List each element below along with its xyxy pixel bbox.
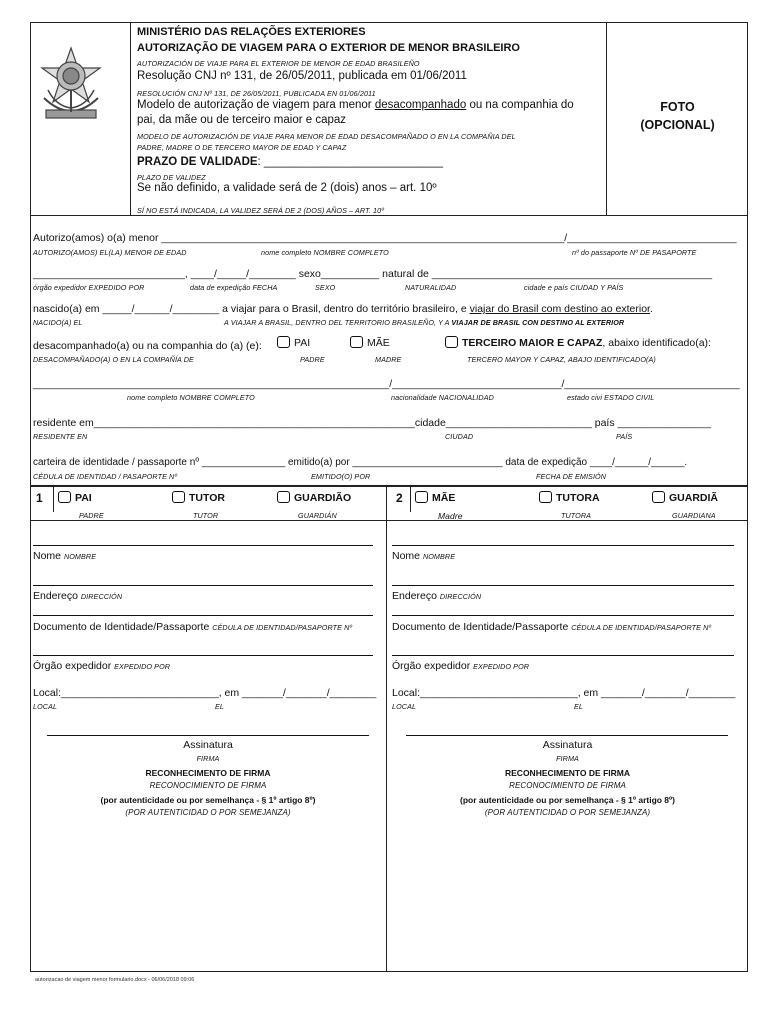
document-footer: autorizacao de viagem menor formulario.docx - 06/06/2018 09:06 [35,977,195,983]
parent-1-guardian-label: GUARDIÁN [298,511,337,520]
born-label-es: NACIDO(A) EL [33,318,83,327]
minor-label-es: AUTORIZO(AMOS) EL(LA) MENOR DE EDAD [33,248,187,257]
num2-box [410,486,411,512]
parent-1-name-line[interactable] [33,545,373,546]
companion-label-es: DESACOMPAÑADO(A) O EN LA COMPAÑÍA DE [33,355,194,364]
parent-1-document-label: Documento de Identidade/Passaporte CÉDULA DE IDENTIDAD/PASAPORTE Nº [33,621,353,633]
parent-1-authenticity-note: (por autenticidade ou por semelhança - § 1º artigo 8º) [100,795,316,805]
parent-1-address-line[interactable] [33,585,373,586]
issuer-sex-birthplace-field[interactable]: __________________________, ____/_____/________ sexo__________ natural de ________________________________________________ [33,268,713,280]
validity-es: PLAZO DE VALIDEZ [137,173,206,182]
model-es-2: PADRE, MADRE O DE TERCERO MAYOR DE EDAD Y CAPAZ [137,143,347,152]
resolution-text-es: RESOLUCIÓN CNJ Nº 131, DE 26/05/2011, PUBLICADA EN 01/06/2011 [137,89,376,98]
ministry-title: MINISTÉRIO DAS RELAÇÕES EXTERIORES [137,26,366,38]
parent-2-mae-checkbox[interactable] [415,491,428,503]
country-label-es: PAÍS [616,432,633,441]
travel-label-es: A VIAJAR A BRASIL, DENTRO DEL TERRITORIO BRASILEÑO, Y A VIAJAR DE BRASIL CON DESTINO AL EXTERIOR [224,318,625,327]
num1-box [53,486,54,512]
parent-1-authenticity-es: (POR AUTENTICIDAD O POR SEMEJANZA) [125,808,291,817]
photo-label: FOTO [660,100,695,114]
crest-divider [130,22,131,215]
parent-2-document-line[interactable] [392,615,734,616]
column-divider [386,486,387,972]
parent-2-address-line[interactable] [392,585,734,586]
parent-2-recognition-title: RECONHECIMENTO DE FIRMA [505,768,630,778]
parent-2-guardiana-label: GUARDIANA [672,511,716,520]
parent-1-local-label: LOCAL [33,702,58,711]
parent-1-signature-line[interactable] [47,735,369,736]
validity-default-es: SÍ NO ESTÁ INDICADA, LA VALIDEZ SERÁ DE 2 (DOS) AÑOS – ART. 10º [137,206,384,215]
parent-1-tutor-checkbox[interactable] [172,491,185,503]
issue-date-label: data de expedição FECHA [190,283,278,292]
nationality-label: nacionalidade NACIONALIDAD [391,393,494,402]
city-country-label: cidade e país CIUDAD Y PAÍS [524,283,624,292]
madre-label: MADRE [375,355,402,364]
parent-1-issuer-line[interactable] [33,655,373,656]
parent-2-guardia-option[interactable]: GUARDIÃ [652,491,718,504]
parent-2-name-line[interactable] [392,545,734,546]
mae-checkbox[interactable] [350,336,363,348]
parent-2-recognition-es: RECONOCIMIENTO DE FIRMA [509,781,626,790]
parent-1-el-label: EL [215,702,224,711]
parent-1-recognition-title: RECONHECIMENTO DE FIRMA [145,768,271,778]
companion-mae-option[interactable]: MÃE [350,336,390,349]
parent-2-address-label: Endereço DIRECCIÓN [392,590,482,602]
parent-1-guardiao-checkbox[interactable] [277,491,290,503]
model-line-2: pai, da mãe ou de terceiro maior e capaz [137,114,347,126]
passport-number-label: nº do passaporte Nº DE PASAPORTE [572,248,697,257]
companion-label: desacompanhado(a) ou na companhia do (a) (e): [33,340,262,352]
parent-2-issuer-label: Órgão expedidor EXPEDIDO POR [392,660,530,672]
full-name-label: nome completo NOMBRE COMPLETO [261,248,389,257]
parent-2-firma-label: FIRMA [556,754,579,763]
companion-identity-field[interactable]: _____________________________________________________________/_____________________________/______________________________ [33,378,740,390]
birthplace-label: NATURALIDAD [405,283,457,292]
parent-1-name-label: Nome NOMBRE [33,550,97,562]
parent-2-signature-line[interactable] [406,735,728,736]
header-divider [30,215,748,216]
parent-1-recognition-es: RECONOCIMIENTO DE FIRMA [149,781,267,790]
parent-2-document-label: Documento de Identidade/Passaporte CÉDULA DE IDENTIDAD/PASAPORTE Nº [392,621,712,633]
issued-by-label-es: EMITIDO(O) POR [311,472,371,481]
tercero-label: TERCERO MAYOR Y CAPAZ, ABAJO IDENTIFICADO(A) [467,355,656,364]
parent-1-address-label: Endereço DIRECCIÓN [33,590,123,602]
parent-2-tutora-option[interactable]: TUTORA [539,491,600,504]
sex-label: SEXO [315,283,336,292]
residence-field[interactable]: residente em_______________________________________________________cidade_________________________ país ________________ [33,417,711,429]
terceiro-checkbox[interactable] [445,336,458,348]
companion-pai-option[interactable]: PAI [277,336,310,349]
model-line-1: Modelo de autorização de viagem para menor desacompanhado ou na companhia do [137,99,574,111]
validity-field[interactable]: PRAZO DE VALIDADE: ____________________________ [137,156,444,168]
companion-terceiro-option[interactable]: TERCEIRO MAIOR E CAPAZ, abaixo identificado(a): [445,336,711,349]
parent-1-guardiao-option[interactable]: GUARDIÃO [277,491,351,504]
residence-label-es: RESIDENTE EN [33,432,88,441]
brazil-coat-of-arms-icon [36,46,106,126]
parent-2-local-label: LOCAL [392,702,417,711]
parent-2-el-label: EL [574,702,583,711]
parent-2-tutora-checkbox[interactable] [539,491,552,503]
parent-2-place-date-field[interactable]: Local:___________________________, em _______/_______/________ [392,687,736,699]
parent-2-name-label: Nome NOMBRE [392,550,456,562]
document-title-es: AUTORIZACIÓN DE VIAJE PARA EL EXTERIOR DE MENOR DE EDAD BRASILEÑO [137,59,420,68]
issuer-label: órgão expedidor EXPEDIDO POR [33,283,145,292]
parent-1-number: 1 [36,491,43,505]
companion-name-label: nome completo NOMBRE COMPLETO [127,393,255,402]
parent-2-madre-label: Madre [438,511,463,521]
parent-2-signature-label: Assinatura [542,739,593,751]
column-header-divider [30,520,748,521]
parent-1-signature-label: Assinatura [183,739,233,751]
civil-status-label: estado civi ESTADO CIVIL [567,393,655,402]
minor-name-field[interactable]: Autorizo(amos) o(a) menor _____________________________________________________________________/_____________________________ [33,232,737,244]
parent-2-issuer-line[interactable] [392,655,734,656]
parent-1-tutor-option[interactable]: TUTOR [172,491,225,504]
parent-1-document-line[interactable] [33,615,373,616]
id-document-field[interactable]: carteira de identidade / passaporte nº _______________ emitido(a) por ___________________________ data de expedição ____/______/______. [33,457,688,468]
parent-2-authenticity-es: (POR AUTENTICIDAD O POR SEMEJANZA) [484,808,651,817]
parent-1-issuer-label: Órgão expedidor EXPEDIDO POR [33,660,171,672]
id-document-label-es: CÉDULA DE IDENTIDAD / PASAPORTE Nº [33,472,178,481]
parent-1-pai-checkbox[interactable] [58,491,71,503]
parent-1-tutor-label: TUTOR [193,511,219,520]
resolution-text: Resolução CNJ nº 131, de 26/05/2011, publicada em 01/06/2011 [137,70,467,82]
model-es-1: MODELO DE AUTORIZACIÓN DE VIAJE PARA MENOR DE EDAD DESACOMPAÑADO O EN LA COMPAÑIA DEL [137,132,516,141]
parent-1-place-date-field[interactable]: Local:___________________________, em _______/_______/________ [33,687,377,699]
parent-1-padre-label: PADRE [79,511,104,520]
padre-label: PADRE [300,355,325,364]
issue-date-label-es: FECHA DE EMISIÓN [536,472,607,481]
birth-travel-field[interactable]: nascido(a) em _____/______/________ a viajar para o Brasil, dentro do território brasileiro, e viajar do Brasil com destino ao exterior. [33,303,653,315]
validity-default: Se não definido, a validade será de 2 (dois) anos – art. 10º [137,182,437,194]
parent-2-guardia-checkbox[interactable] [652,491,665,503]
parent-2-authenticity-note: (por autenticidade ou por semelhança - § 1º artigo 8º) [460,795,675,805]
parent-2-number: 2 [396,491,403,505]
city-label-es: CIUDAD [445,432,474,441]
parent-2-mae-option[interactable]: MÃE [415,491,455,504]
parent-2-tutora-label: TUTORA [561,511,592,520]
document-title: AUTORIZAÇÃO DE VIAGEM PARA O EXTERIOR DE MENOR BRASILEIRO [137,42,520,54]
body-divider [30,485,748,487]
photo-optional-label: (OPCIONAL) [640,118,715,132]
parent-1-firma-label: FIRMA [196,754,220,763]
pai-checkbox[interactable] [277,336,290,348]
parent-1-pai-option[interactable]: PAI [58,491,92,504]
